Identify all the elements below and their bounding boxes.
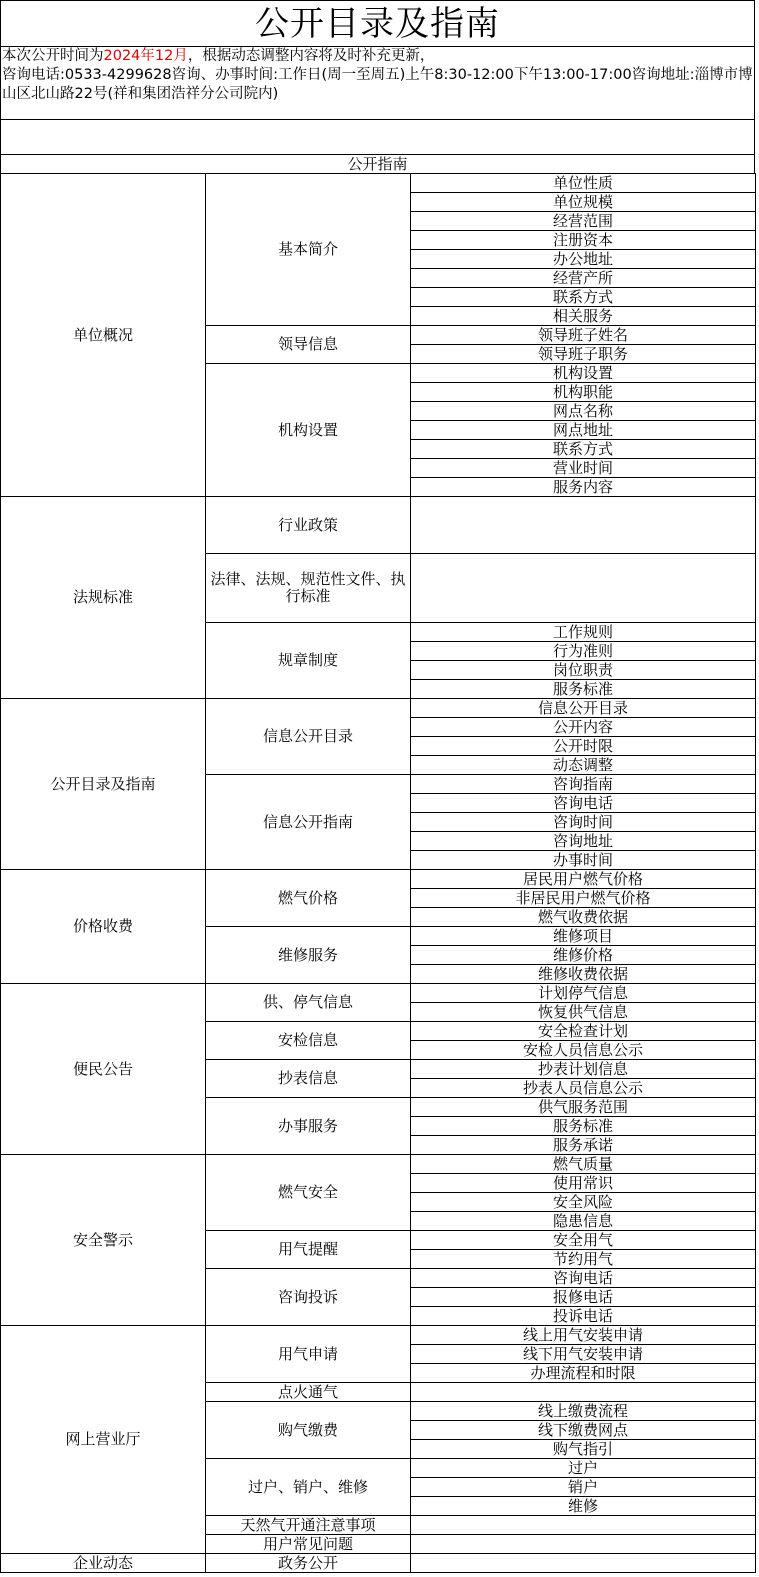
category-cell: 网上营业厅 <box>1 1326 206 1554</box>
item-cell <box>411 497 756 554</box>
subcategory-cell: 基本简介 <box>206 174 411 326</box>
item-cell: 机构职能 <box>411 383 756 402</box>
item-cell: 隐患信息 <box>411 1212 756 1231</box>
item-cell: 咨询电话 <box>411 1269 756 1288</box>
page-title: 公开目录及指南 <box>0 0 755 47</box>
subcategory-cell: 机构设置 <box>206 364 411 497</box>
item-cell: 销户 <box>411 1478 756 1497</box>
item-cell: 供气服务范围 <box>411 1098 756 1117</box>
item-cell: 机构设置 <box>411 364 756 383</box>
item-cell: 领导班子姓名 <box>411 326 756 345</box>
item-cell: 计划停气信息 <box>411 984 756 1003</box>
subcategory-cell: 咨询投诉 <box>206 1269 411 1326</box>
item-cell: 联系方式 <box>411 440 756 459</box>
table-row <box>1 984 756 1003</box>
table-row <box>1 497 756 554</box>
item-cell: 安全用气 <box>411 1231 756 1250</box>
item-cell: 咨询指南 <box>411 775 756 794</box>
item-cell: 使用常识 <box>411 1174 756 1193</box>
subcategory-cell: 燃气价格 <box>206 870 411 927</box>
subcategory-cell: 维修服务 <box>206 927 411 984</box>
item-cell: 网点名称 <box>411 402 756 421</box>
item-cell: 服务内容 <box>411 478 756 497</box>
category-cell: 单位概况 <box>1 174 206 497</box>
item-cell: 经营范围 <box>411 212 756 231</box>
subcategory-cell: 燃气安全 <box>206 1155 411 1231</box>
item-cell: 注册资本 <box>411 231 756 250</box>
item-cell: 工作规则 <box>411 623 756 642</box>
item-cell: 公开时限 <box>411 737 756 756</box>
item-cell: 购气指引 <box>411 1440 756 1459</box>
category-cell: 便民公告 <box>1 984 206 1155</box>
item-cell: 线上缴费流程 <box>411 1402 756 1421</box>
subcategory-cell: 领导信息 <box>206 326 411 364</box>
item-cell: 咨询地址 <box>411 832 756 851</box>
item-cell <box>411 554 756 623</box>
subcategory-cell: 办事服务 <box>206 1098 411 1155</box>
subcategory-cell: 用户常见问题 <box>206 1535 411 1554</box>
item-cell: 非居民用户燃气价格 <box>411 889 756 908</box>
item-cell: 联系方式 <box>411 288 756 307</box>
info-line1-suffix: ，根据动态调整内容将及时补充更新， <box>187 48 435 64</box>
item-cell: 单位规模 <box>411 193 756 212</box>
subcategory-cell: 行业政策 <box>206 497 411 554</box>
table-row <box>1 1554 756 1573</box>
item-cell: 信息公开目录 <box>411 699 756 718</box>
blank-row <box>0 119 755 155</box>
subcategory-cell: 规章制度 <box>206 623 411 699</box>
subcategory-cell: 信息公开指南 <box>206 775 411 870</box>
section-header: 公开指南 <box>0 154 755 174</box>
item-cell: 岗位职责 <box>411 661 756 680</box>
item-cell: 服务标准 <box>411 1117 756 1136</box>
subcategory-cell: 信息公开目录 <box>206 699 411 775</box>
category-cell: 法规标准 <box>1 497 206 699</box>
item-cell: 安全风险 <box>411 1193 756 1212</box>
item-cell: 领导班子职务 <box>411 345 756 364</box>
item-cell: 安检人员信息公示 <box>411 1041 756 1060</box>
subcategory-cell: 安检信息 <box>206 1022 411 1060</box>
item-cell: 办理流程和时限 <box>411 1364 756 1383</box>
item-cell: 维修收费依据 <box>411 965 756 984</box>
table-row <box>1 174 756 193</box>
item-cell: 抄表人员信息公示 <box>411 1079 756 1098</box>
item-cell: 网点地址 <box>411 421 756 440</box>
item-cell: 相关服务 <box>411 307 756 326</box>
table-row <box>1 699 756 718</box>
item-cell: 公开内容 <box>411 718 756 737</box>
item-cell: 燃气质量 <box>411 1155 756 1174</box>
subcategory-cell: 过户、销户、维修 <box>206 1459 411 1516</box>
info-publish-date: 2024年12月 <box>103 48 188 64</box>
item-cell: 咨询时间 <box>411 813 756 832</box>
info-line1-prefix: 本次公开时间为 <box>2 48 104 64</box>
item-cell <box>411 1516 756 1535</box>
item-cell: 恢复供气信息 <box>411 1003 756 1022</box>
item-cell: 居民用户燃气价格 <box>411 870 756 889</box>
table-row <box>1 1326 756 1345</box>
subcategory-cell: 用气申请 <box>206 1326 411 1383</box>
table-row <box>1 1155 756 1174</box>
item-cell: 营业时间 <box>411 459 756 478</box>
category-cell: 安全警示 <box>1 1155 206 1326</box>
subcategory-cell: 法律、法规、规范性文件、执行标准 <box>206 554 411 623</box>
item-cell <box>411 1535 756 1554</box>
item-cell: 服务承诺 <box>411 1136 756 1155</box>
directory-table-body <box>1 174 756 1573</box>
subcategory-cell: 购气缴费 <box>206 1402 411 1459</box>
subcategory-cell: 政务公开 <box>206 1554 411 1573</box>
item-cell: 线下用气安装申请 <box>411 1345 756 1364</box>
item-cell: 咨询电话 <box>411 794 756 813</box>
item-cell: 维修 <box>411 1497 756 1516</box>
item-cell: 行为准则 <box>411 642 756 661</box>
subcategory-cell: 用气提醒 <box>206 1231 411 1269</box>
subcategory-cell: 抄表信息 <box>206 1060 411 1098</box>
item-cell: 线下缴费网点 <box>411 1421 756 1440</box>
item-cell: 线上用气安装申请 <box>411 1326 756 1345</box>
table-row <box>1 870 756 889</box>
item-cell: 抄表计划信息 <box>411 1060 756 1079</box>
info-block <box>0 46 755 120</box>
item-cell: 燃气收费依据 <box>411 908 756 927</box>
item-cell: 过户 <box>411 1459 756 1478</box>
item-cell: 报修电话 <box>411 1288 756 1307</box>
subcategory-cell: 供、停气信息 <box>206 984 411 1022</box>
item-cell: 经营产所 <box>411 269 756 288</box>
info-contact-line: 咨询电话:0533-4299628咨询、办事时间:工作日(周一至周五)上午8:30-12:00下午13:00-17:00咨询地址:淄博市博山区北山路22号(祥和集团浩祥分公司院内) <box>2 67 753 102</box>
item-cell: 服务标准 <box>411 680 756 699</box>
item-cell <box>411 1383 756 1402</box>
item-cell: 节约用气 <box>411 1250 756 1269</box>
subcategory-cell: 天然气开通注意事项 <box>206 1516 411 1535</box>
item-cell: 维修价格 <box>411 946 756 965</box>
item-cell: 单位性质 <box>411 174 756 193</box>
item-cell: 动态调整 <box>411 756 756 775</box>
item-cell: 办公地址 <box>411 250 756 269</box>
item-cell: 维修项目 <box>411 927 756 946</box>
item-cell <box>411 1554 756 1573</box>
item-cell: 安全检查计划 <box>411 1022 756 1041</box>
category-cell: 企业动态 <box>1 1554 206 1573</box>
category-cell: 公开目录及指南 <box>1 699 206 870</box>
subcategory-cell: 点火通气 <box>206 1383 411 1402</box>
category-cell: 价格收费 <box>1 870 206 984</box>
item-cell: 办事时间 <box>411 851 756 870</box>
item-cell: 投诉电话 <box>411 1307 756 1326</box>
directory-table <box>0 173 756 1573</box>
